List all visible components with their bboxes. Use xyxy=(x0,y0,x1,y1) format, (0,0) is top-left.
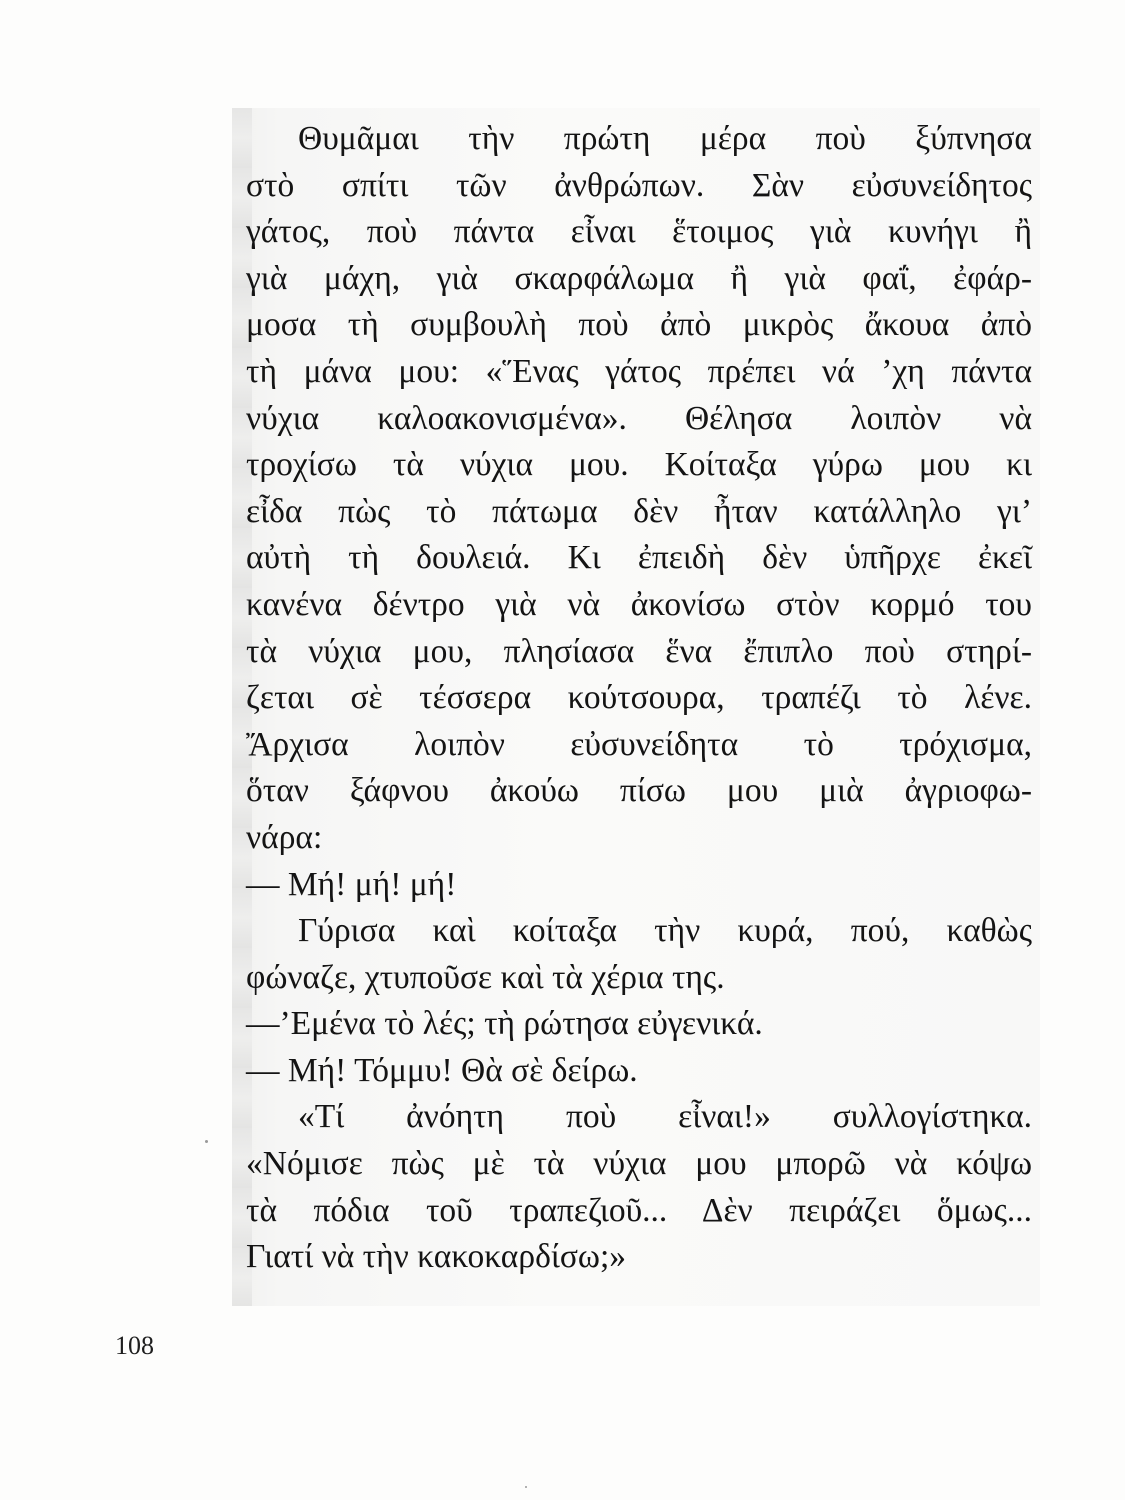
text-line: γιὰ μάχη, γιὰ σκαρφάλωμα ἢ γιὰ φαΐ, ἐφάρ- xyxy=(246,259,1032,297)
text-line: εἶδα πὼς τὸ πάτωμα δὲν ἦταν κατάλληλο γι’ xyxy=(246,492,1032,530)
body-text xyxy=(246,116,1032,1281)
text-line: γάτος, ποὺ πάντα εἶναι ἕτοιμος γιὰ κυνήγι ἢ xyxy=(246,213,1032,251)
paper-speck xyxy=(205,1140,208,1143)
text-line: «Νόμισε πὼς μὲ τὰ νύχια μου μπορῶ νὰ κόψω xyxy=(246,1145,1032,1183)
text-line: νύχια καλοακονισμένα». Θέλησα λοιπὸν νὰ xyxy=(246,399,1032,437)
text-line: τὴ μάνα μου: «Ἕνας γάτος πρέπει νά ’χη πάντα xyxy=(246,352,1032,390)
text-line: ὅταν ξάφνου ἀκούω πίσω μου μιὰ ἀγριοφω- xyxy=(246,772,1032,810)
text-line: Θυμᾶμαι τὴν πρώτη μέρα ποὺ ξύπνησα xyxy=(298,120,1032,157)
text-line: αὐτὴ τὴ δουλειά. Κι ἐπειδὴ δὲν ὑπῆρχε ἐκεῖ xyxy=(246,539,1032,577)
text-line: κανένα δέντρο γιὰ νὰ ἀκονίσω στὸν κορμό του xyxy=(246,585,1032,623)
text-line: μοσα τὴ συμβουλὴ ποὺ ἀπὸ μικρὸς ἄκουα ἀπὸ xyxy=(246,306,1032,344)
paper-speck xyxy=(525,1486,527,1488)
text-line: στὸ σπίτι τῶν ἀνθρώπων. Σὰν εὐσυνείδητος xyxy=(246,166,1032,204)
text-line: ζεται σὲ τέσσερα κούτσουρα, τραπέζι τὸ λένε. xyxy=(246,679,1032,717)
text-line: — Μή! Τόμμυ! Θὰ σὲ δείρω. xyxy=(246,1051,638,1089)
text-line: τροχίσω τὰ νύχια μου. Κοίταξα γύρω μου κι xyxy=(246,446,1032,484)
text-line: τὰ νύχια μου, πλησίασα ἕνα ἔπιπλο ποὺ στηρί- xyxy=(246,632,1032,670)
text-line: Ἄρχισα λοιπὸν εὐσυνείδητα τὸ τρόχισμα, xyxy=(246,725,1032,763)
text-line: «Τί ἀνόητη ποὺ εἶναι!» συλλογίστηκα. xyxy=(298,1098,1032,1136)
text-line: φώναζε, χτυποῦσε καὶ τὰ χέρια της. xyxy=(246,958,725,996)
text-line: Γιατί νὰ τὴν κακοκαρδίσω;» xyxy=(246,1238,627,1276)
text-line: Γύρισα καὶ κοίταξα τὴν κυρά, πού, καθὼς xyxy=(298,912,1032,950)
text-line: τὰ πόδια τοῦ τραπεζιοῦ... Δὲν πειράζει ὅμως... xyxy=(246,1191,1032,1229)
text-line: νάρα: xyxy=(246,818,323,856)
text-line: —’Εμένα τὸ λές; τὴ ρώτησα εὐγενικά. xyxy=(246,1005,763,1043)
page-number: 108 xyxy=(115,1331,154,1360)
text-line: — Μή! μή! μή! xyxy=(246,865,457,903)
